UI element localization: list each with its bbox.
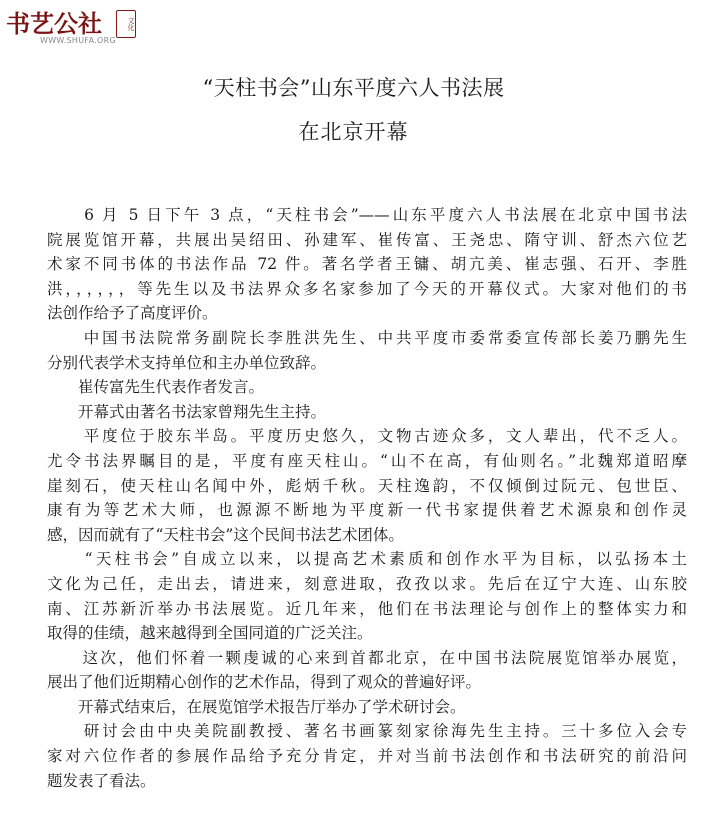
text-line: 术家不同书体的书法作品 72 件。著名学者王镛、胡亢美、崔志强、石开、李胜 xyxy=(47,255,687,274)
text-line: 平度位于胶东半岛。平度历史悠久，文物古迹众多，文人辈出，代不乏人。 xyxy=(47,427,687,446)
text-line: “天柱书会”自成立以来，以提高艺术素质和创作水平为目标，以弘扬本土 xyxy=(47,550,687,569)
article-title: “天柱书会”山东平度六人书法展 xyxy=(202,76,505,100)
text-line: 展出了他们近期精心创作的艺术作品，得到了观众的普遍好评。 xyxy=(47,673,482,692)
text-line: 洪，，，，，，等先生以及书法界众多名家参加了今天的开幕仪式。大家对他们的书 xyxy=(47,279,687,298)
text-line: 感，因而就有了“天柱书会”这个民间书法艺术团体。 xyxy=(47,525,404,544)
logo-seal: 文化 xyxy=(116,10,136,38)
text-line: 文化为己任，走出去，请进来，刻意进取，孜孜以求。先后在辽宁大连、山东胶 xyxy=(47,574,687,593)
text-line: 题发表了看法。 xyxy=(47,771,156,790)
article-subtitle: 在北京开幕 xyxy=(298,120,409,144)
logo-wordmark: 书艺公社 xyxy=(6,9,102,38)
text-line: 分别代表学术支持单位和主办单位致辞。 xyxy=(47,353,327,372)
text-line: 中国书法院常务副院长李胜洪先生、中共平度市委常委宣传部长姜乃鹏先生 xyxy=(47,328,687,347)
text-line: 崖刻石，使天柱山名闻中外，彪炳千秋。天柱逸韵，不仅倾倒过阮元、包世臣、 xyxy=(47,476,687,495)
text-line: 康有为等艺术大师，也源源不断地为平度新一代书家提供着艺术源泉和创作灵 xyxy=(47,501,687,520)
text-line: 南、江苏新沂举办书法展览。近几年来，他们在书法理论与创作上的整体实力和 xyxy=(47,599,687,618)
text-line: 法创作给予了高度评价。 xyxy=(47,304,218,323)
site-logo xyxy=(4,4,134,54)
text-line: 研讨会由中央美院副教授、著名书画篆刻家徐海先生主持。三十多位入会专 xyxy=(47,722,687,741)
text-line: 开幕式结束后，在展览馆学术报告厅举办了学术研讨会。 xyxy=(47,697,466,716)
article-body xyxy=(47,203,687,793)
text-line: 院展览馆开幕，共展出吴绍田、孙建军、崔传富、王尧忠、隋守训、舒杰六位艺 xyxy=(47,230,687,249)
logo-url: WWW.SHUFA.ORG xyxy=(40,36,117,45)
text-line: 取得的佳绩，越来越得到全国同道的广泛关注。 xyxy=(47,624,373,643)
text-line: 开幕式由著名书法家曾翔先生主持。 xyxy=(47,402,327,421)
text-line: 这次，他们怀着一颗虔诚的心来到首都北京，在中国书法院展览馆举办展览， xyxy=(47,648,687,667)
text-line: 6 月 5 日下午 3 点，“天柱书会”——山东平度六人书法展在北京中国书法 xyxy=(47,206,687,224)
text-line: 家对六位作者的参展作品给予充分肯定，并对当前书法创作和书法研究的前沿问 xyxy=(47,747,687,766)
text-line: 尤令书法界瞩目的是，平度有座天柱山。“山不在高，有仙则名。”北魏郑道昭摩 xyxy=(47,451,687,470)
text-line: 崔传富先生代表作者发言。 xyxy=(47,378,265,397)
